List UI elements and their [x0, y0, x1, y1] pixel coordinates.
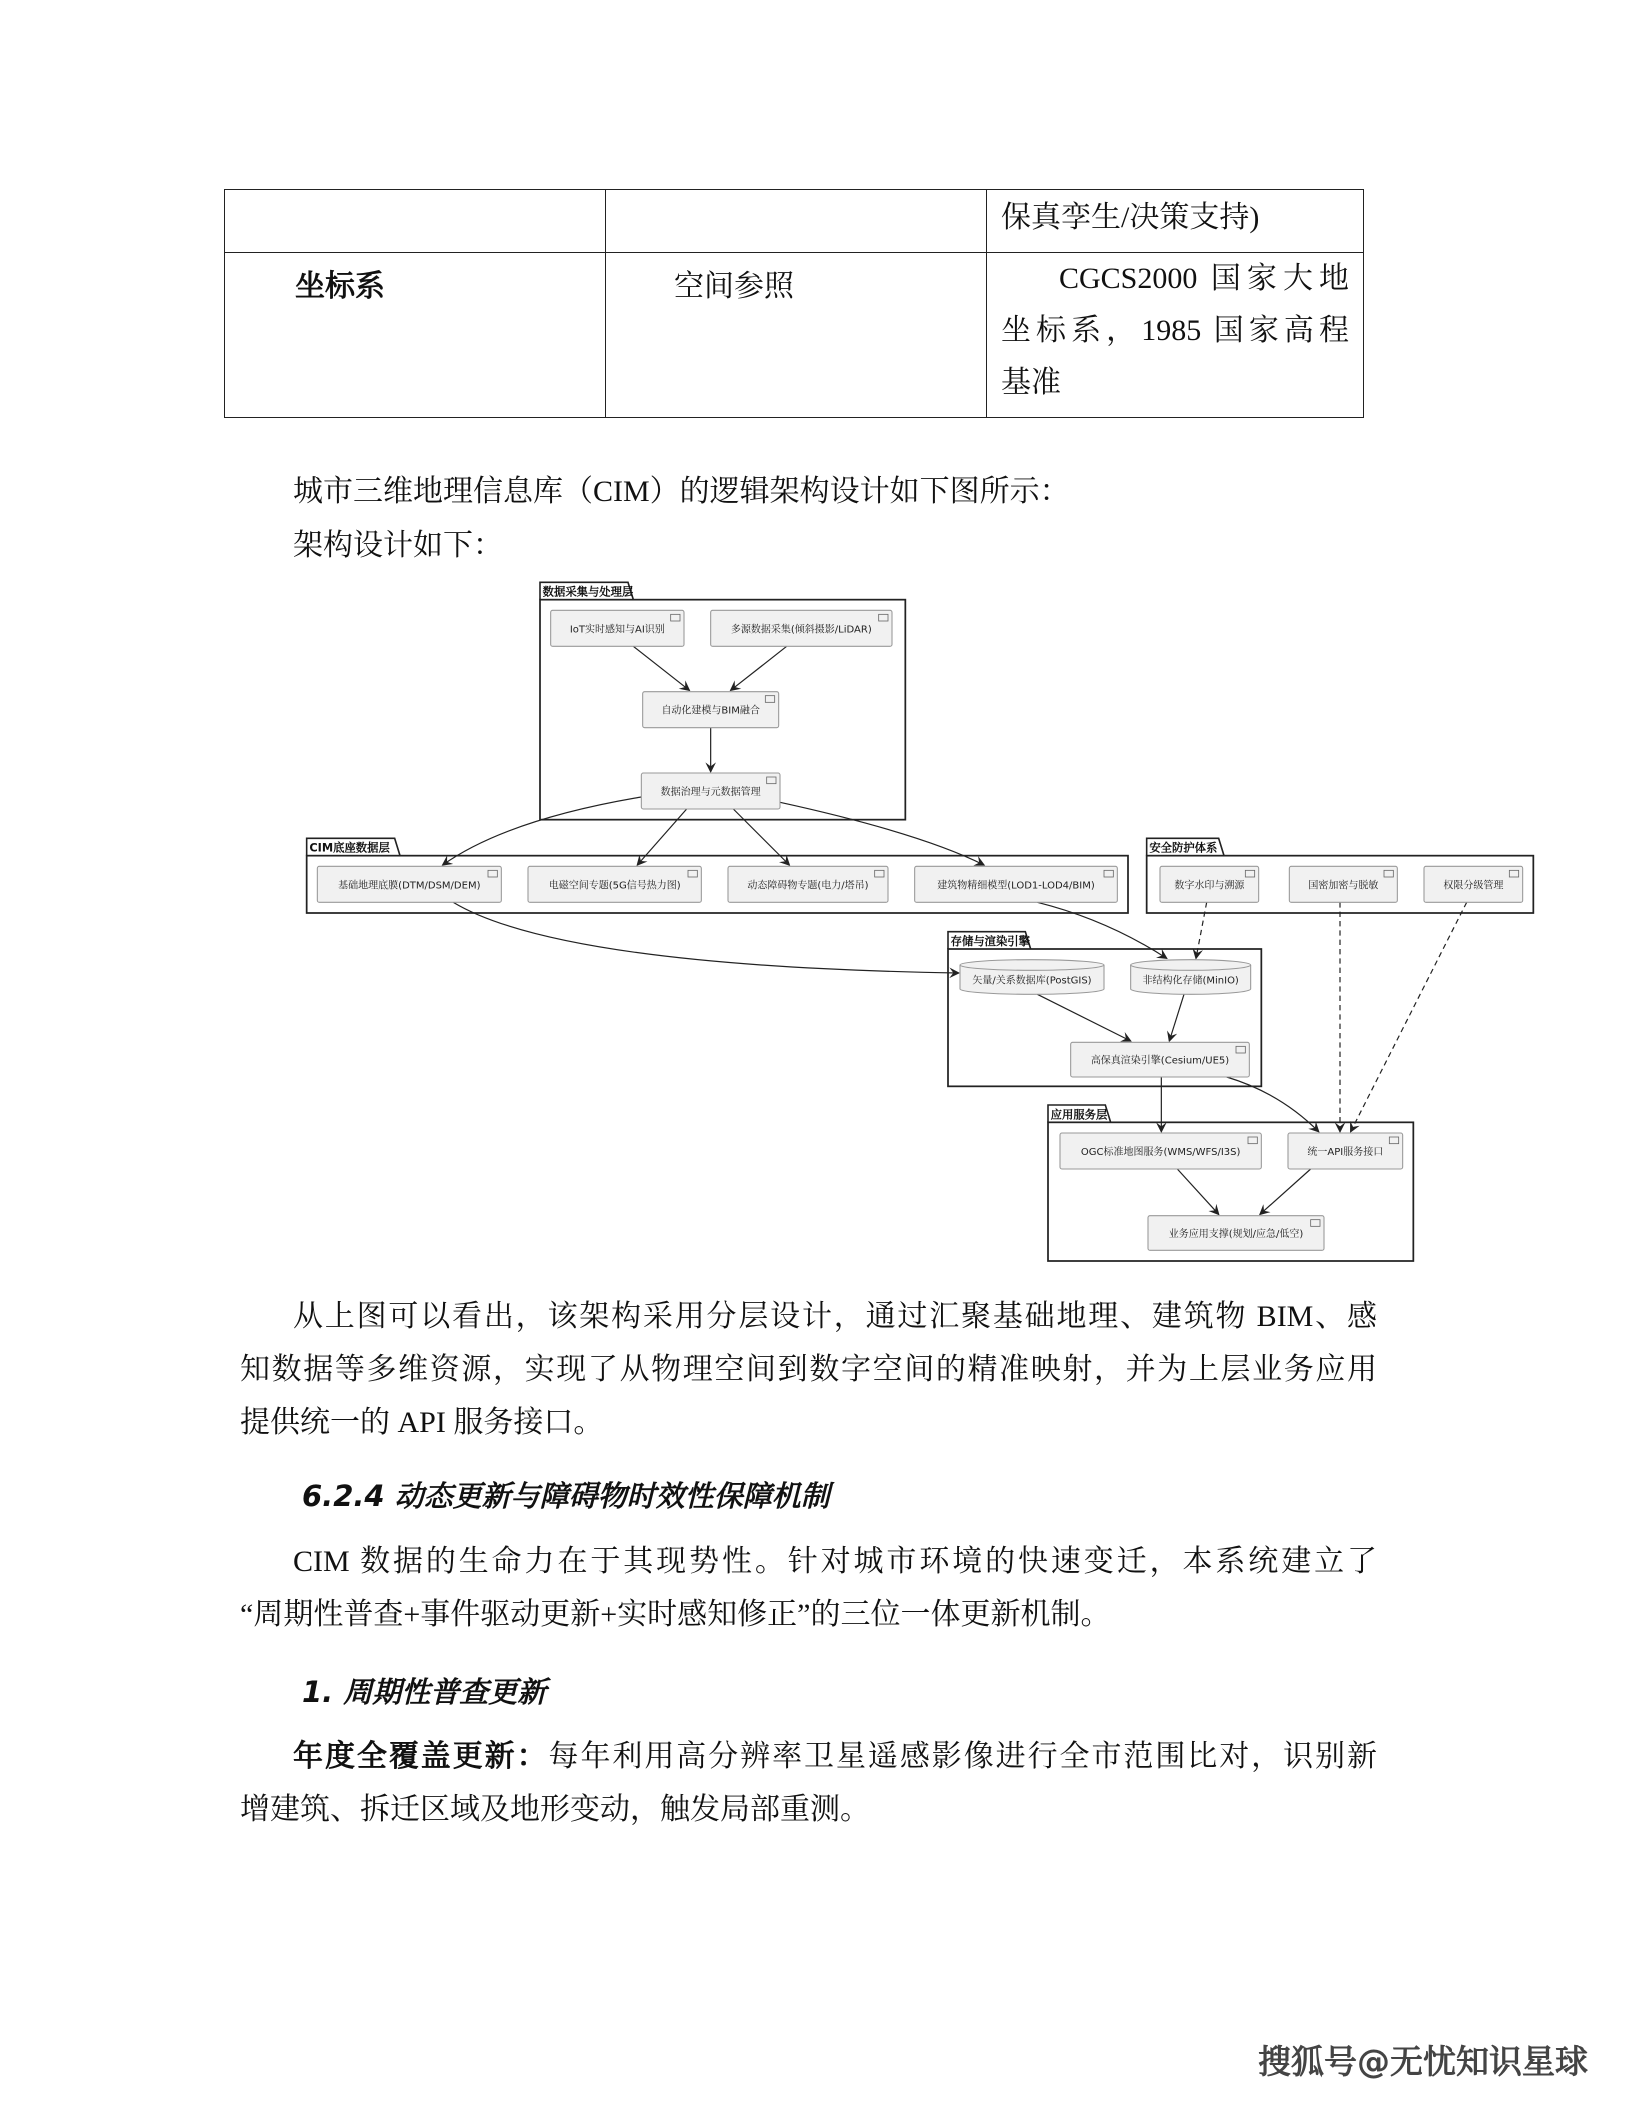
node-base [317, 866, 501, 902]
node-em [528, 866, 701, 902]
dashed-arrow [1351, 902, 1467, 1131]
node-label: 业务应用支撑(规划/应急/低空) [1168, 1229, 1304, 1240]
package-title: 应用服务层 [1050, 1107, 1108, 1122]
subsection-heading: 1. 周期性普查更新 [302, 1675, 547, 1709]
node-vec [960, 960, 1104, 995]
package-title: 数据采集与处理层 [542, 584, 634, 599]
intro-text-2: 架构设计如下： [293, 529, 503, 562]
node-label: 非结构化存储(MinIO) [1142, 975, 1239, 987]
arrow [733, 809, 789, 865]
paragraph-cim: CIM 数据的生命力在于其现势性。针对城市环境的快速变迁，本系统建立了 “周期性普查+事件驱动更新+实时感知修正”的三位一体更新机制。 [240, 1545, 1377, 1631]
package-title: CIM底座数据层 [309, 840, 390, 855]
paragraph-annual: 年度全覆盖更新：每年利用高分辨率卫星遥感影像进行全市范围比对，识别新 增建筑、拆迁区域及地形变动，触发局部重测。 [240, 1740, 1377, 1826]
node-label: 矢量/关系数据库(PostGIS) [972, 975, 1092, 987]
node-label: 动态障碍物专题(电力/塔吊) [747, 880, 869, 892]
arrow [731, 646, 787, 690]
node-label: 基础地理底膜(DTM/DSM/DEM) [338, 880, 481, 892]
node-label: 数字水印与溯源 [1174, 880, 1245, 892]
node-ogc [1060, 1133, 1261, 1169]
table-cell: 空间参照 [606, 253, 987, 418]
arrow [1177, 1169, 1218, 1214]
node-label: 统一API服务接口 [1307, 1147, 1384, 1158]
arrow [1260, 1169, 1311, 1214]
node-label: 权限分级管理 [1443, 880, 1504, 892]
section-heading: 6.2.4 动态更新与障碍物时效性保障机制 [302, 1479, 830, 1513]
node-govern [641, 773, 780, 809]
table-cell: CGCS2000 国家大地 坐标系，1985 国家高程 基准 [987, 253, 1364, 418]
node-biz [1148, 1216, 1324, 1251]
table-cell: 保真孪生/决策支持) [987, 190, 1364, 253]
node-auto [643, 692, 779, 728]
table-cell [606, 190, 987, 253]
arrow [1227, 1077, 1319, 1132]
arrow [443, 797, 642, 865]
node-bld [915, 866, 1118, 902]
node-label: IoT实时感知与AI识别 [569, 624, 665, 636]
paragraph-summary: 从上图可以看出，该架构采用分层设计，通过汇聚基础地理、建筑物 BIM、感 知数据等多维资源，实现了从物理空间到数字空间的精准映射，并为上层业务应用 提供统一的 API 服务接口。 [240, 1300, 1377, 1439]
arrow [1037, 994, 1130, 1041]
arrow [637, 809, 686, 865]
table-cell [225, 190, 606, 253]
node-label: 高保真渲染引擎(Cesium/UE5) [1090, 1055, 1230, 1067]
node-label: 数据治理与元数据管理 [660, 787, 761, 798]
node-label: 多源数据采集(倾斜摄影/LiDAR) [730, 624, 872, 636]
arrow [1169, 994, 1184, 1041]
node-iot [551, 610, 684, 646]
node-label: 建筑物精细模型(LOD1-LOD4/BIM) [937, 880, 1095, 892]
node-perm [1424, 866, 1523, 902]
node-label: OGC标准地图服务(WMS/WFS/I3S) [1080, 1147, 1241, 1158]
node-api [1288, 1133, 1403, 1169]
node-label: 国密加密与脱敏 [1308, 880, 1379, 892]
architecture-diagram [300, 573, 1540, 1273]
package-title: 安全防护体系 [1149, 840, 1218, 855]
node-render [1071, 1042, 1250, 1077]
node-unstr [1131, 960, 1251, 995]
node-label: 电磁空间专题(5G信号热力图) [548, 880, 681, 892]
footer-watermark: 搜狐号@无忧知识星球 [1258, 2042, 1588, 2081]
node-multi [711, 610, 892, 646]
node-dyn [728, 866, 888, 902]
dashed-arrow [1196, 902, 1207, 958]
node-crypto [1289, 866, 1397, 902]
intro-text: 城市三维地理信息库（CIM）的逻辑架构设计如下图所示： [293, 475, 1070, 508]
node-wm [1160, 866, 1259, 902]
arrow [633, 646, 689, 690]
spec-table [224, 189, 1364, 418]
package-title: 存储与渲染引擎 [950, 934, 1030, 948]
node-label: 自动化建模与BIM融合 [661, 705, 760, 717]
table-cell: 坐标系 [225, 253, 606, 418]
